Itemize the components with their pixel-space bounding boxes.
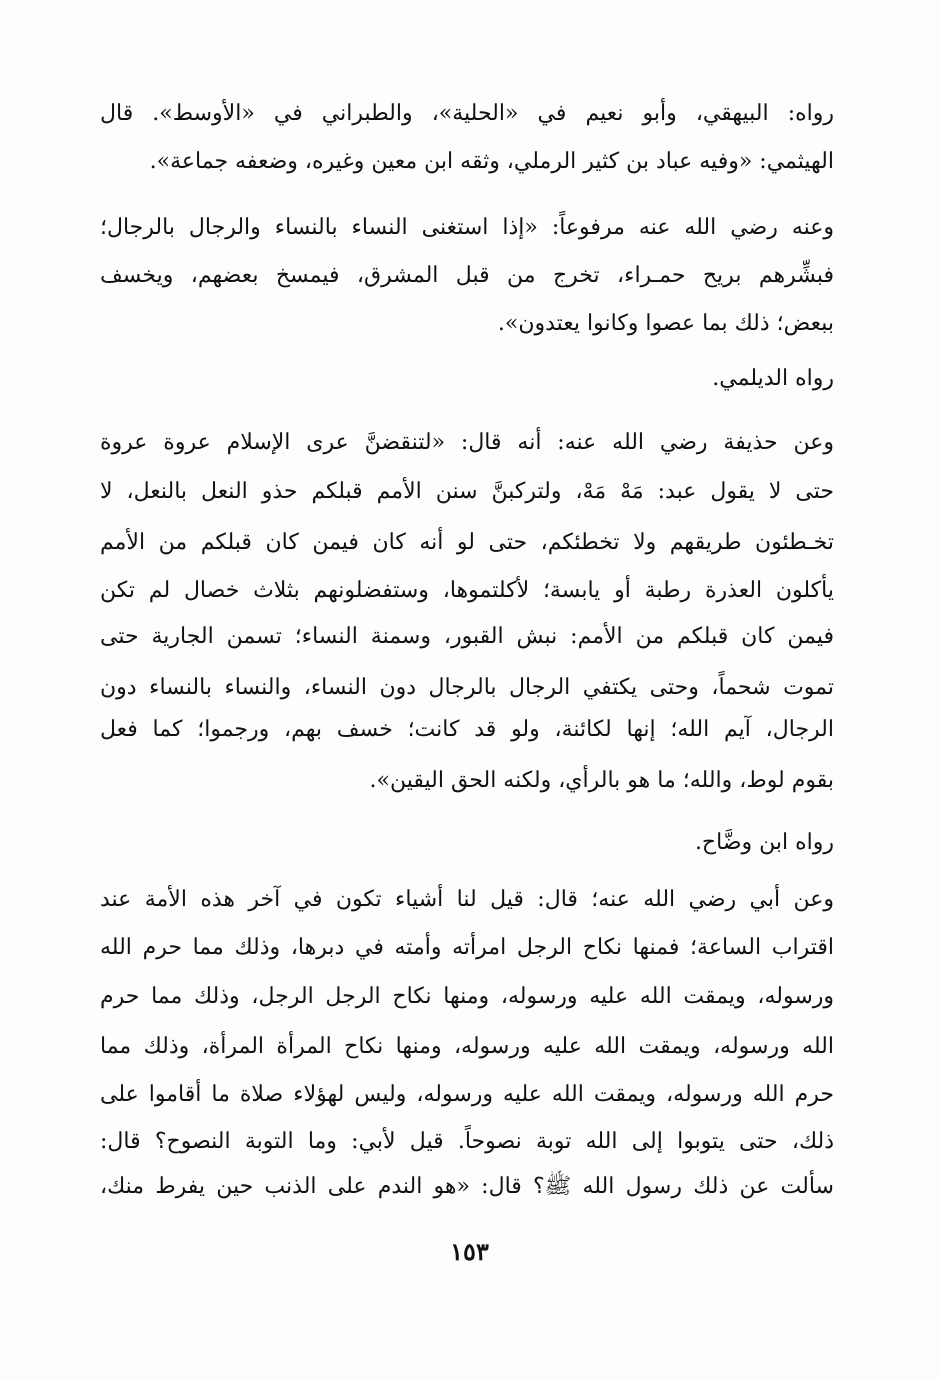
source-citation: رواه ابن وضَّاح. [694, 830, 834, 855]
text-line: تخـطئون طريقهم ولا تخطئكم، حتى لو أنه كان فيمن كان قبلكم من الأمم [100, 530, 834, 555]
text-line: ورسوله، ويمقت الله عليه ورسوله، ومنها نكاح الرجل الرجل، وذلك مما حرم [100, 984, 834, 1009]
text-line: حتى لا يقول عبد: مَهْ مَهْ، ولتركبنَّ سنن الأمم قبلكم حذو النعل بالنعل، لا [100, 479, 834, 504]
page-number: ١٥٣ [450, 1237, 489, 1266]
text-line: سألت عن ذلك رسول الله ﷺ؟ قال: «هو الندم على الذنب حين يفرط منك، [100, 1174, 834, 1199]
text-line: الهيثمي: «وفيه عباد بن كثير الرملي، وثقه ابن معين وغيره، وضعفه جماعة». [149, 149, 834, 174]
text-line: بقوم لوط، والله؛ ما هو بالرأي، ولكنه الحق اليقين». [369, 768, 834, 793]
text-line: وعن أبي رضي الله عنه؛ قال: قيل لنا أشياء تكون في آخر هذه الأمة عند [100, 887, 834, 912]
text-line: فبشِّرهم بريح حمـراء، تخرج من قبل المشرق، فيمسخ بعضهم، ويخسف [100, 263, 834, 288]
text-line: وعن حذيفة رضي الله عنه: أنه قال: «لتنقضنَّ عرى الإسلام عروة عروة [100, 430, 834, 455]
text-line: رواه: البيهقي، وأبو نعيم في «الحلية»، والطبراني في «الأوسط». قال [100, 101, 834, 126]
text-line: الله ورسوله، ويمقت الله عليه ورسوله، ومنها نكاح المرأة المرأة، وذلك مما [100, 1034, 834, 1059]
text-line: حرم الله ورسوله، ويمقت الله عليه ورسوله، وليس لهؤلاء صلاة ما أقاموا على [100, 1082, 834, 1107]
text-line: يأكلون العذرة رطبة أو يابسة؛ لأكلتموها، وستفضلونهم بثلاث خصال لم تكن [100, 578, 834, 603]
text-line: ببعض؛ ذلك بما عصوا وكانوا يعتدون». [497, 311, 834, 336]
text-line: ذلك، حتى يتوبوا إلى الله توبة نصوحاً. قيل لأبي: وما التوبة النصوح؟ قال: [100, 1129, 834, 1154]
source-citation: رواه الديلمي. [712, 366, 834, 391]
text-line: اقتراب الساعة؛ فمنها نكاح الرجل امرأته وأمته في دبرها، وذلك مما حرم الله [100, 935, 834, 960]
text-line: فيمن كان قبلكم من الأمم: نبش القبور، وسمنة النساء؛ تسمن الجارية حتى [100, 624, 834, 649]
text-line: وعنه رضي الله عنه مرفوعاً: «إذا استغنى النساء بالنساء والرجال بالرجال؛ [100, 215, 834, 240]
text-line: الرجال، آيم الله؛ إنها لكائنة، ولو قد كانت؛ خسف بهم، ورجموا؛ كما فعل [100, 717, 834, 742]
text-line: تموت شحماً، وحتى يكتفي الرجال بالرجال دون النساء، والنساء بالنساء دون [100, 675, 834, 700]
